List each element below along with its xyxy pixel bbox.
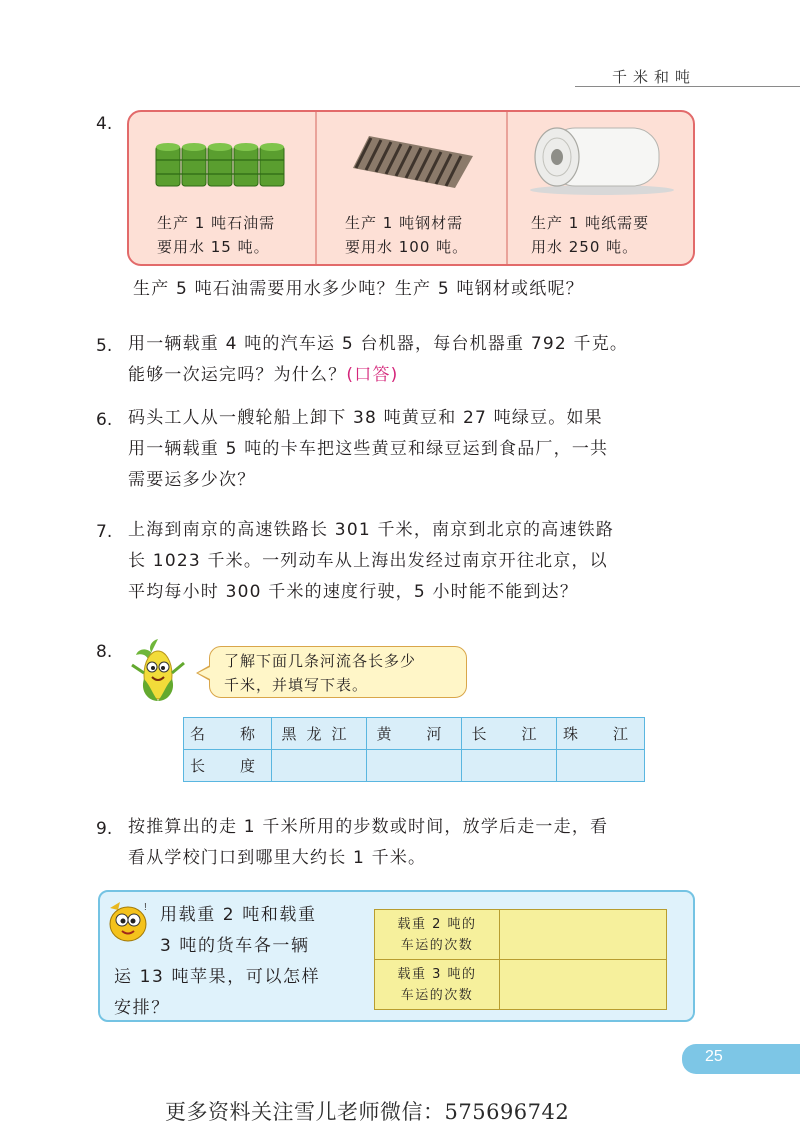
river-changjiang: 长 江 [462,718,557,750]
question-5-line1: 用一辆载重 4 吨的汽车运 5 台机器，每台机器重 792 千克。 [128,334,629,354]
cartoon-bird-icon [104,898,154,946]
river-huanghe: 黄 河 [367,718,462,750]
steel-bars-icon [351,134,476,190]
truck-2t-answer-cell[interactable] [500,910,667,960]
question-5-number: 5. [96,336,113,356]
svg-text:!: ! [144,902,147,913]
truck-2t-label-line2: 车运的次数 [400,937,474,953]
bubble-line2: 千米，并填写下表。 [224,676,369,694]
length-cell-heilongjiang[interactable] [272,750,367,782]
question-6-line2: 用一辆载重 5 吨的卡车把这些黄豆和绿豆运到食品厂，一共 [128,439,609,459]
extra-line1: 用载重 2 吨和载重 [160,905,317,925]
table-header-length: 长 度 [184,750,272,782]
paper-roll-icon [527,122,677,197]
question-7-number: 7. [96,522,113,542]
truck-2t-label-line1: 载重 2 吨的 [397,916,477,932]
river-zhujiang: 珠 江 [557,718,645,750]
river-heilongjiang: 黑龙江 [272,718,367,750]
speech-bubble-tail-fill [198,667,210,679]
length-cell-changjiang[interactable] [462,750,557,782]
question-6-line3: 需要运多少次？ [128,470,256,490]
chapter-title: 千米和吨 [612,68,697,86]
oil-fact-line1: 生产 1 吨石油需 [157,214,276,232]
question-7-line3: 平均每小时 300 千米的速度行驶，5 小时能不能到达？ [128,582,579,602]
question-5-line2-text: 能够一次运完吗？为什么？ [128,365,347,385]
q4-divider [506,112,508,264]
question-4-text: 生产 5 吨石油需要用水多少吨？生产 5 吨钢材或纸呢？ [133,279,584,299]
question-7-line2: 长 1023 千米。一列动车从上海出发经过南京开往北京，以 [128,551,608,571]
speech-bubble [209,646,467,698]
table-header-name: 名 称 [184,718,272,750]
page-number-tab [682,1044,800,1074]
steel-fact-line2: 要用水 100 吨。 [345,238,469,256]
extra-line3: 运 13 吨苹果，可以怎样 [114,967,321,987]
length-cell-zhujiang[interactable] [557,750,645,782]
river-name-row [184,718,645,750]
bubble-line1: 了解下面几条河流各长多少 [224,652,417,670]
truck-3t-row [375,960,667,1010]
river-length-table [183,717,645,782]
oil-barrels-icon [154,140,304,190]
question-6-line1: 码头工人从一艘轮船上卸下 38 吨黄豆和 27 吨绿豆。如果 [128,408,603,428]
question-8-number: 8. [96,642,113,662]
oil-fact-line2: 要用水 15 吨。 [157,238,270,256]
truck-2t-row [375,910,667,960]
question-9-number: 9. [96,819,113,839]
question-6-number: 6. [96,410,113,430]
page-number: 25 [705,1048,723,1065]
oral-answer-tag: (口答) [346,365,399,385]
paper-fact-line1: 生产 1 吨纸需要 [531,214,650,232]
q4-panel [127,110,695,266]
q4-divider [315,112,317,264]
river-length-row [184,750,645,782]
question-4-number: 4. [96,114,113,134]
truck-3t-label [375,960,500,1010]
question-9-line2: 看从学校门口到哪里大约长 1 千米。 [128,848,427,868]
paper-fact-line2: 用水 250 吨。 [531,238,639,256]
header-rule [575,86,800,87]
truck-trips-table [374,909,667,1010]
truck-3t-answer-cell[interactable] [500,960,667,1010]
length-cell-huanghe[interactable] [367,750,462,782]
extra-line4: 安排？ [114,998,170,1018]
footer-watermark-text: 更多资料关注雪儿老师微信：575696742 [165,1100,570,1124]
truck-3t-label-line2: 车运的次数 [400,987,474,1003]
question-7-line1: 上海到南京的高速铁路长 301 千米，南京到北京的高速铁路 [128,520,615,540]
steel-fact-line1: 生产 1 吨钢材需 [345,214,464,232]
truck-3t-label-line1: 载重 3 吨的 [397,966,477,982]
corn-mascot-icon [128,635,188,705]
question-9-line1: 按推算出的走 1 千米所用的步数或时间，放学后走一走，看 [128,817,609,837]
truck-2t-label [375,910,500,960]
extra-line2: 3 吨的货车各一辆 [160,936,310,956]
question-5-line2 [128,359,398,392]
